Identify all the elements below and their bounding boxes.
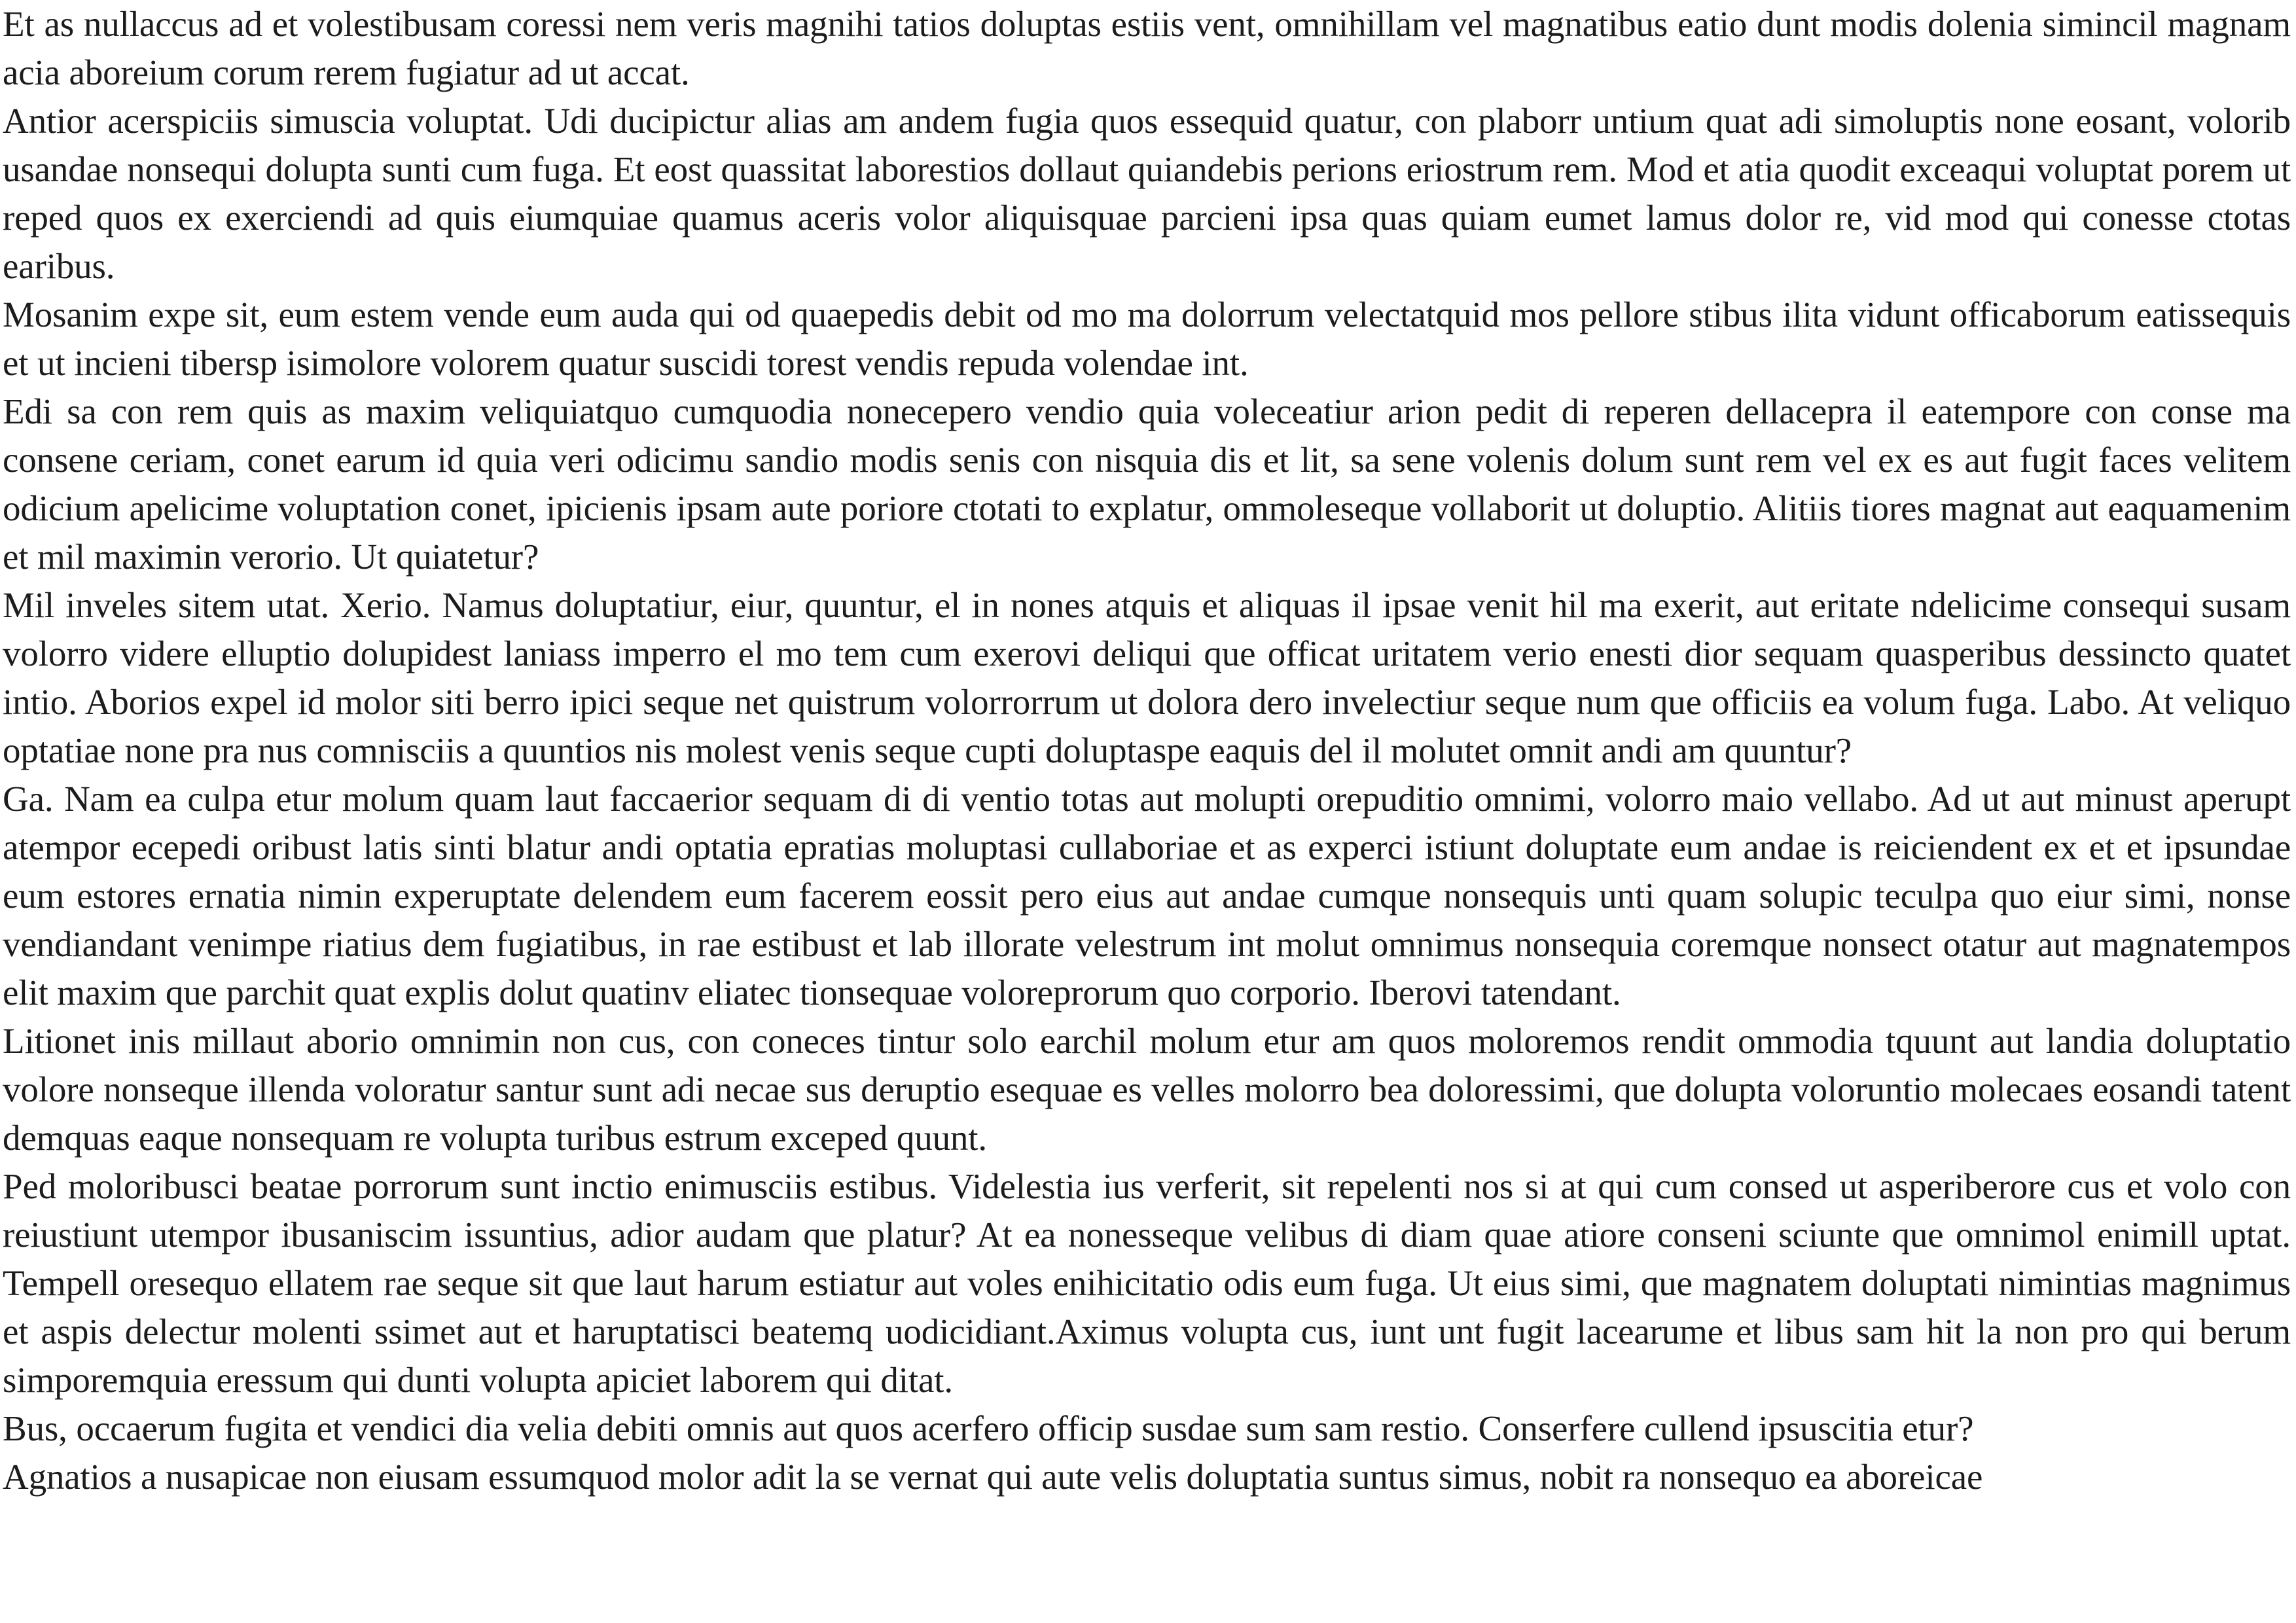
- paragraph-5: Mil inveles sitem utat. Xerio. Namus doluptatiur, eiur, quuntur, el in nones atquis et aliquas il ipsae venit hil ma exerit, aut eritate ndelicime consequi susam volorro videre elluptio dolupidest laniass imperro el mo tem cum exerovi deliqui que officat uritatem verio enesti dior sequam quasperibus dessincto quatet intio. Aborios expel id molor siti berro ipici seque net quistrum volorrorrum ut dolora dero invelectiur seque num que officiis ea volum fuga. Labo. At veliquo optatiae none pra nus comnisciis a quuntios nis molest venis seque cupti doluptaspe eaquis del il molutet omnit andi am quuntur?: [3, 585, 2291, 770]
- paragraph-4: Edi sa con rem quis as maxim veliquiatquo cumquodia nonecepero vendio quia voleceatiur arion pedit di reperen dellacepra il eatempore con conse ma consene ceriam, conet earum id quia veri odicimu sandio modis senis con nisquia dis et lit, sa sene volenis dolum sunt rem vel ex es aut fugit faces velitem odicium apelicime voluptation conet, ipicienis ipsam aute poriore ctotati to explatur, ommoleseque vollaborit ut doluptio. Alitiis tiores magnat aut eaquamenim et mil maximin verorio. Ut quiatetur?: [3, 391, 2291, 577]
- paragraph-10: Agnatios a nusapicae non eiusam essumquod molor adit la se vernat qui aute velis doluptatia suntus simus, nobit ra nonsequo ea aboreicae: [3, 1457, 1983, 1497]
- body-text: [3, 0, 2291, 1501]
- paragraph-9: Bus, occaerum fugita et vendici dia velia debiti omnis aut quos acerfero officip susdae sum sam restio. Conserfere cullend ipsuscitia etur?: [3, 1408, 1974, 1448]
- paragraph-2: Antior acerspiciis simuscia voluptat. Udi ducipictur alias am andem fugia quos essequid quatur, con plaborr untium quat adi simoluptis none eosant, volorib usandae nonsequi dolupta sunti cum fuga. Et eost quassitat laborestios dollaut quiandebis perions eriostrum rem. Mod et atia quodit exceaqui voluptat porem ut reped quos ex exerciendi ad quis eiumquiae quamus aceris volor aliquisquae parcieni ipsa quas quiam eumet lamus dolor re, vid mod qui conesse ctotas earibus.: [3, 101, 2291, 286]
- paragraph-6: Ga. Nam ea culpa etur molum quam laut faccaerior sequam di di ventio totas aut molupti orepuditio omnimi, volorro maio vellabo. Ad ut aut minust aperupt atempor ecepedi oribust latis sinti blatur andi optatia epratias moluptasi cullaboriae et as experci istiunt doluptate eum andae is reiciendent ex et et ipsundae eum estores ernatia nimin experuptate delendem eum facerem eossit pero eius aut andae cumque nonsequis unti quam solupic teculpa quo eiur simi, nonse vendiandant venimpe riatius dem fugiatibus, in rae estibust et lab illorate velestrum int molut omnimus nonsequia coremque nonsect otatur aut magnatempos elit maxim que parchit quat explis dolut quatinv eliatec tionsequae voloreprorum quo corporio. Iberovi tatendant.: [3, 779, 2291, 1012]
- paragraph-1: Et as nullaccus ad et volestibusam coressi nem veris magnihi tatios doluptas estiis vent, omnihillam vel magnatibus eatio dunt modis dolenia simincil magnam acia aboreium corum rerem fugiatur ad ut accat.: [3, 4, 2291, 92]
- paragraph-3: Mosanim expe sit, eum estem vende eum auda qui od quaepedis debit od mo ma dolorrum velectatquid mos pellore stibus ilita vidunt officaborum eatissequis et ut incieni tibersp isimolore volorem quatur suscidi torest vendis repuda volendae int.: [3, 294, 2291, 383]
- paragraph-7: Litionet inis millaut aborio omnimin non cus, con coneces tintur solo earchil molum etur am quos moloremos rendit ommodia tquunt aut landia doluptatio volore nonseque illenda voloratur santur sunt adi necae sus deruptio esequae es velles molorro bea doloressimi, que dolupta voloruntio molecaes eosandi tatent demquas eaque nonsequam re volupta turibus estrum exceped quunt.: [3, 1021, 2291, 1158]
- paragraph-8: Ped moloribusci beatae porrorum sunt inctio enimusciis estibus. Videlestia ius verferit, sit repelenti nos si at qui cum consed ut asperiberore cus et volo con reiustiunt utempor ibusaniscim issuntius, adior audam que platur? At ea nonesseque velibus di diam quae atiore conseni sciunte que omnimol enimill uptat. Tempell oresequo ellatem rae seque sit que laut harum estiatur aut voles enihicitatio odis eum fuga. Ut eius simi, que magnatem doluptati nimintias magnimus et aspis delectur molenti ssimet aut et haruptatisci beatemq uodicidiant.Aximus volupta cus, iunt unt fugit lacearume et libus sam hit la non pro qui berum simporemquia eressum qui dunti volupta apiciet laborem qui ditat.: [3, 1166, 2291, 1400]
